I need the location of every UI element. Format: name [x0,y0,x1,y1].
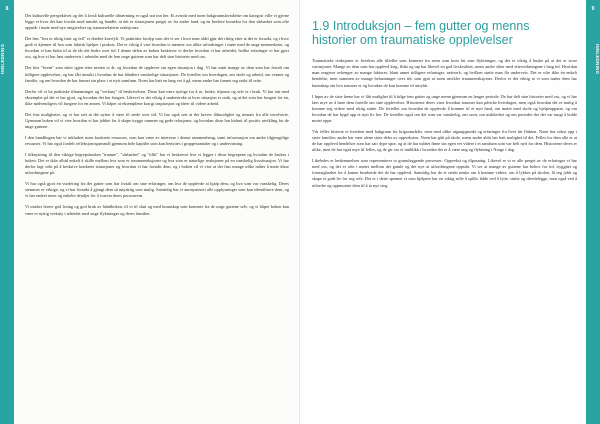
paragraph: Vi ønsker lesere god lesing og god bruk av håndboken, til vi til slutt og med kunnskap som kommer fra de unge guttene selv, og vi håper boken kan være et nyttig verktøy i arbeidet med unge flyktninger og deres familier. [25,204,289,216]
paragraph: Det fins "hva er riktig fasit og feil" er direkte kravfylt. Vi praktiske fordyp som det vi ser i hvor man aldri gjør det riktig etter at det er forsøkt, og i hvor godt vi kjenner til hva som faktisk hjelper i praksis. Det er viktig å vise hvordan vi nærmer oss ulike utfordringer i møte med de unge menneskene, og hvordan vi kan bidra til at de får det bedre over tid. I denne delen av boken beskriver vi derfor hvordan vi har arbeidet, hvilke erfaringer vi har gjort oss, og hva vi har lært underveis i arbeidet med de fem unge guttene som har delt sine historier med oss. [25,36,289,60]
paragraph: I den handlingen har vi inkludert noen konkrete ressurser, som kan være av interesse i denne sammenheng, samt informasjon om andre tilgjengelige ressurser. Vi har også fordelt refleksjonsspørsmål gjennom hele kapitlet som kan benyttes i gruppesamtaler og i undervisning. [25,134,289,147]
right-text-column [312,13,577,194]
chapter-tab-left [0,0,14,424]
paragraph: Traumatiske reaksjoner er hverken alle tilfeller som kommer fra noen som kom hit som flyktninger, og det er viktig å huske på at det er store variasjoner. Mange av dem som har opplevd krig, flukt og tap har likevel en god livskvalitet, mens andre sliter med ettervirkningene i lang tid. Hvordan man reagerer avhenger av mange faktorer, blant annet tidligere erfaringer, nettverk, og hvilken støtte man får underveis. Det er ofte ikke én enkelt hendelse, men summen av mange belastninger over tid, som gjør at noen utvikler traumereaksjoner. Derfor er det viktig at vi som møter dem har kunnskap om hva traumer er og hvordan de kan komme til uttrykk. [312,58,577,88]
chapter-label-left: INNLEDNING [0,43,5,75]
paragraph: Likeledes er bedømmelsen som representerer to grunnleggende prosesser: Oppvekst og tilpasning. Likevel er vi er alle preget av de erfaringer vi har med oss, og det er ofte i møtet mellom det gamle og det nye at utfordringene oppstår. Vi ser at mange av guttene har behov for tid, trygghet og forutsigbarhet for å kunne bearbeide det de har opplevd. Samtidig har de et sterkt ønske om å komme videre, om å lykkes på skolen, få seg jobb og skape et godt liv for seg selv. Det er i dette spennet vi som hjelpere har en viktig rolle å spille, både ved å lytte, støtte og tilrettelegge, men også ved å utfordre og oppmuntre dem til å ta nye steg. [312,158,577,188]
paragraph: Det fins muligheter, og vi har sett at det nytter å være til stede over tid. Vi har også sett at det krever tålmodighet og innsats fra alle involverte. Gjennom boken vil vi vise hvordan vi har jobbet for å skape trygge rammer og gode relasjoner, og hvordan disse har bidratt til positiv utvikling for de unge guttene. [25,111,289,129]
chapter-label-right: INNLEDNING [595,43,600,75]
chapter-tab-right [586,0,600,424]
paragraph: I tilknytning til den viktige begrepsbruken "traume", "sårbarhet" og "tillit" har vi beskrevet hva vi legger i disse begrepene og hvordan de brukes i boken. Det er ikke alltid enkelt å skille mellom hva som er traumereaksjoner og hva som er naturlige reaksjoner på en vanskelig livssituasjon. Vi har derfor lagt vekt på å beskrive konkrete situasjoner og hvordan vi har forstått dem, og i boken vil vi vise at det fins mange ulike måter å møte disse utfordringene på. [25,152,289,176]
paragraph: Vår felles historie er hverken med bakgrunn fra krigsområder, men med ulike utgangspunkt og erfaringer fra livet før flukten. Noen har vokst opp i store familier, andre har vært alene store deler av oppveksten. Noen har gått på skole, mens andre aldri har hatt mulighet til det. Felles for dem alle er at de har opplevd hendelser som har satt dype spor, og at de har måttet finne sin egen vei videre i et samfunn som var helt nytt for dem. Historiene deres er ulike, men de har også mye til felles, og de gir oss et innblikk i hvordan det er å være ung og flyktning i Norge i dag. [312,128,577,153]
paragraph: Det fins "hvem" som sitter igjen etter nesten to år, og hvordan de opplever sin egen situasjon i dag. Vi har møtt mange av dem som har fortalt om tidligere opplevelser, og har fått innsikt i hvordan de har håndtert vanskelige situasjoner. De forteller om hverdagen, om skole og arbeid, om venner og familie, og om hvordan de har funnet sin plass i et nytt samfunn. Noen har hatt en lang vei å gå, mens andre har funnet seg raskt til rette. [25,65,289,83]
page-number-left: 8 [5,6,9,12]
left-text-column [25,13,289,222]
section-heading: 1.9 Introduksjon – fem gutter og menns historier om traumatiske opplevelser [312,19,530,47]
right-page [300,0,600,424]
page-number-right: 9 [591,6,595,12]
paragraph: Vi har også gjort en vurdering fra dei gutter som har fortalt om sine erfaringer, om hva de opplevde at hjalp dem, og hva som var vanskelig. Deres stemmer er viktige, og vi har forsøkt å gjengi dem så nøyaktig som mulig. Samtidig har vi anonymisert alle opplysninger som kan identifisere dem, og vi har endret navn og enkelte detaljer for å ivareta deres personvern. [25,181,289,199]
paragraph: Derfor vil vi ha praktiske tilnærminger og "verktøy" til beskrivelsen. Disse kan være nyttige for å se, bruke, tilpasse og selv ta i bruk. Vi har tatt med eksempler på det vi har gjort, og hvordan det har fungert. Likevel er det viktig å understreke at hver situasjon er unik, og at det som har fungert for en, ikke nødvendigvis vil fungere for en annen. Vi håper at eksemplene kan gi inspirasjon og ideer til videre arbeid. [25,88,289,106]
paragraph: Det kulturelle perspektivet og det å forså kulturelle tilnærming er også tatt inn her. Et avsnitt med noen bakgrunnsforståelse om kategori ville vi gjerne legge et hvor det kan forstås med innsikt og handle, at det er situasjonen preget av fra andre land, og en bredere kontekst for den sårbarhet som ofte oppstår i møte med nye omgivelser og traumerelaterte reaksjoner. [25,13,289,31]
paragraph: I løpet av de siste årene har vi fått mulighet til å følge fem gutter og unge menn gjennom en lengre periode. De har delt sine historier med oss, og vi har lært mye av å høre dem fortelle om sine opplevelser. Historiene deres viser hvordan traumer kan påvirke hverdagen, men også hvordan det er mulig å komme seg videre med riktig støtte. De forteller om hvordan de opplevde å komme til et nytt land, om møtet med skole og hjelpeapparat, og om hvordan de har bygd opp et nytt liv her. De forteller også om det som var vanskelig, om savn, om usikkerhet og om perioder der det var tungt å holde motet oppe. [312,93,577,123]
